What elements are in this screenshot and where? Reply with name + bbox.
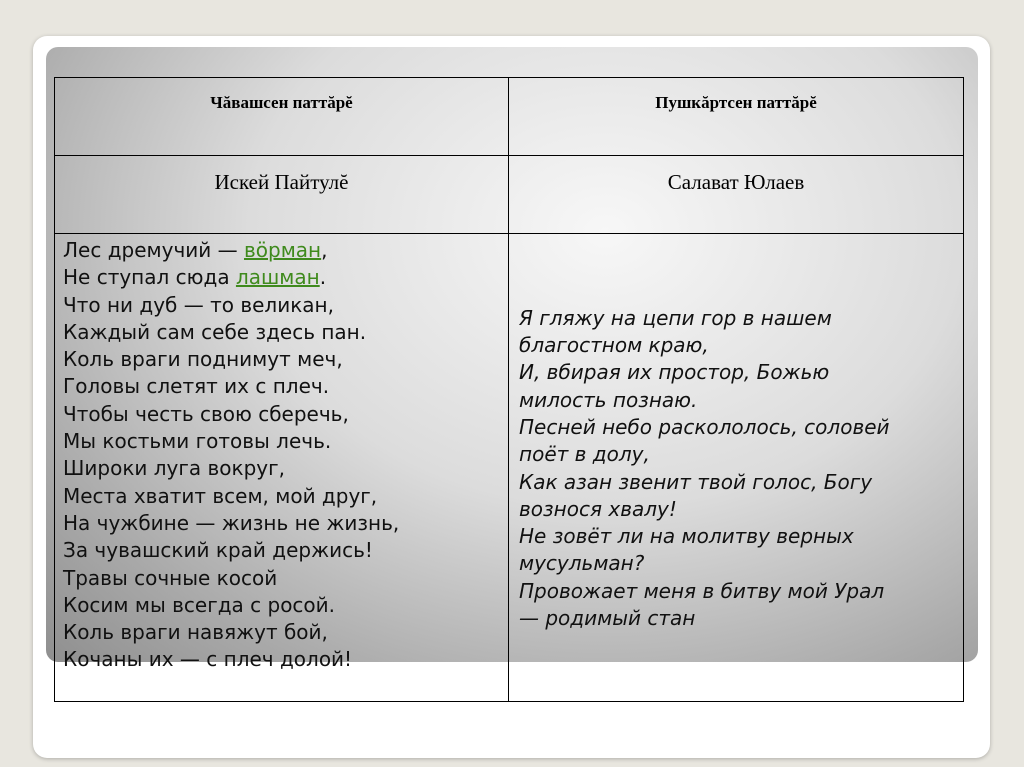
poem-line: милость познаю. <box>519 387 698 412</box>
poem-line: И, вбирая их простор, Божью <box>519 360 830 385</box>
author-row <box>55 156 964 234</box>
poem-line: Что ни дуб — то великан, <box>63 292 334 317</box>
author-salavat-yulaev: Салават Юлаев <box>667 170 805 194</box>
poem-line: поёт в долу, <box>519 442 650 467</box>
poem-line <box>63 264 508 291</box>
poem-line: вознося хвалу! <box>519 496 677 521</box>
poem-line: благостном краю, <box>519 333 709 358</box>
poem-line-punct: . <box>319 265 327 290</box>
poem-line: Каждый сам себе здесь пан. <box>63 319 367 344</box>
chuvash-word-link[interactable]: лашман <box>235 265 320 290</box>
poem-line: Места хватит всем, мой друг, <box>63 483 378 508</box>
poem-cell-right <box>509 234 964 702</box>
poem-row <box>55 234 964 702</box>
poem-line: Широки луга вокруг, <box>63 456 285 481</box>
header-chuvash-hero: Чăвашсен паттăрĕ <box>210 93 353 112</box>
header-row <box>55 78 964 156</box>
author-iskey-paytule: Искей Пайтулĕ <box>214 170 349 194</box>
poem-line: Кочаны их — с плеч долой! <box>63 647 353 672</box>
header-cell-chuvash <box>55 78 509 156</box>
poem-line-punct: , <box>321 238 328 262</box>
poem-line: — родимый стан <box>519 605 696 630</box>
poem-line <box>63 237 508 264</box>
bashkir-poem <box>509 305 963 633</box>
poem-line-text: Лес дремучий — <box>63 238 244 262</box>
header-cell-bashkir <box>509 78 964 156</box>
header-bashkir-hero: Пушкăртсен паттăрĕ <box>655 93 817 112</box>
poem-line: мусульман? <box>519 551 645 576</box>
poem-line-text: Не ступал сюда <box>63 265 236 290</box>
poem-line: Головы слетят их с плеч. <box>63 374 330 399</box>
chuvash-word-link[interactable]: вӧрман <box>243 238 322 262</box>
poem-line: Мы костьми готовы лечь. <box>63 429 332 454</box>
poem-line: На чужбине — жизнь не жизнь, <box>63 510 400 535</box>
poem-line: Как азан звенит твой голос, Богу <box>519 469 873 494</box>
poem-line: Песней небо раскололось, соловей <box>519 414 890 439</box>
poem-line: Косим мы всегда с росой. <box>63 592 336 617</box>
poem-line: Коль враги навяжут бой, <box>63 620 328 645</box>
table <box>54 77 964 702</box>
poem-line: Провожает меня в битву мой Урал <box>519 578 885 603</box>
author-cell-right <box>509 156 964 234</box>
poem-line: Я гляжу на цепи гор в нашем <box>519 305 832 330</box>
comparison-table <box>54 77 963 702</box>
poem-cell-left <box>55 234 509 702</box>
poem-line: Травы сочные косой <box>63 565 278 590</box>
poem-line: Не зовёт ли на молитву верных <box>519 524 854 549</box>
author-cell-left <box>55 156 509 234</box>
chuvash-poem <box>55 234 508 674</box>
poem-line: Чтобы честь свою сберечь, <box>63 401 349 426</box>
poem-line: За чувашский край держись! <box>63 538 373 563</box>
poem-line: Коль враги поднимут меч, <box>63 347 343 372</box>
